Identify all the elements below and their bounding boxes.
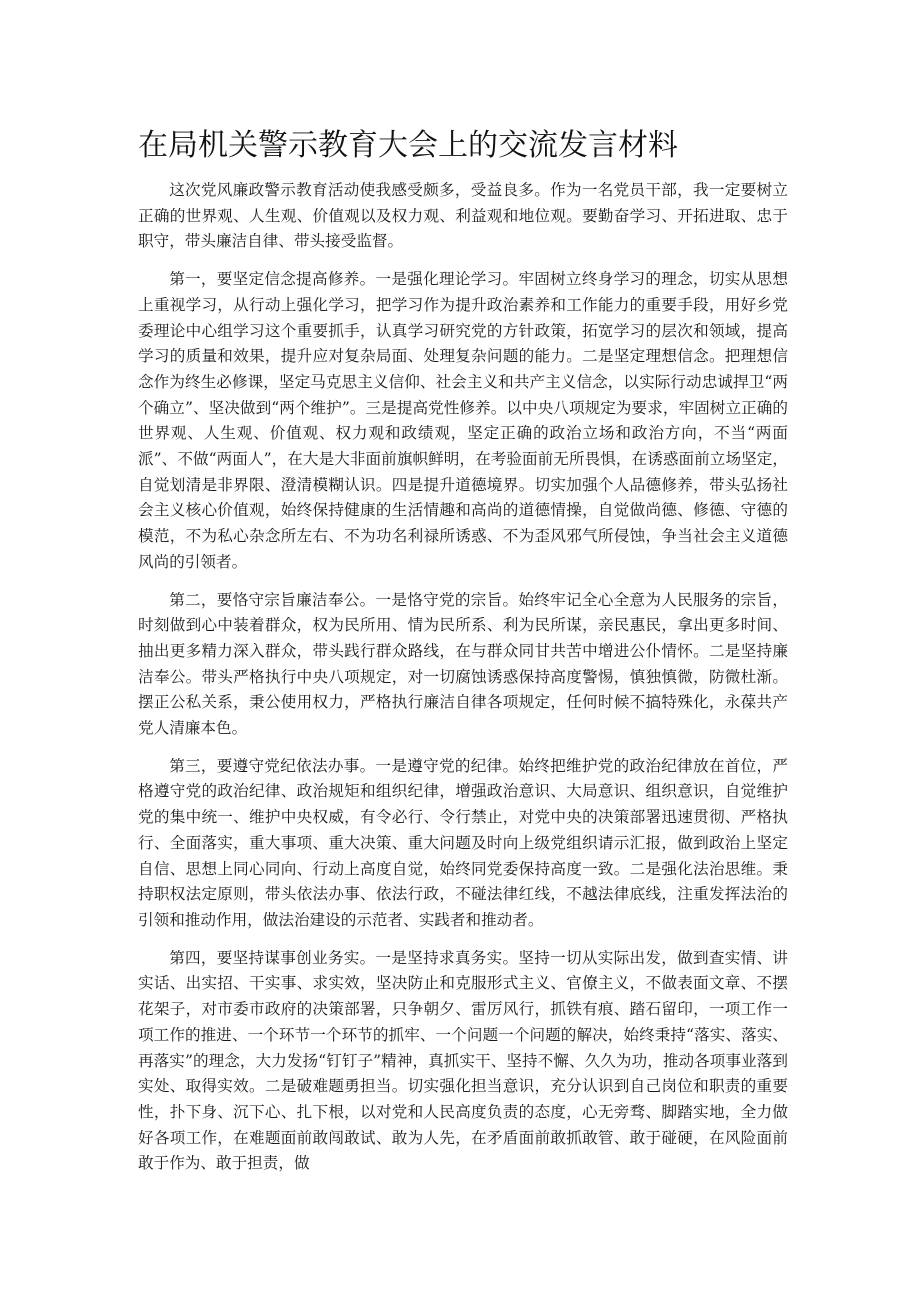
document-body [138,178,788,1177]
paragraph-fourth-point: 第四，要坚持谋事创业务实。一是坚持求真务实。坚持一切从实际出发，做到查实情、讲实话、出实招、干实事、求实效，坚决防止和克服形式主义、官僚主义，不做表面文章、不摆花架子，对市委市政府的决策部署，只争朝夕、雷厉风行，抓铁有痕、踏石留印，一项工作一项工作的推进、一个环节一个环节的抓牢、一个问题一个问题的解决，始终秉持“落实、落实、再落实”的理念，大力发扬“钉钉子”精神，真抓实干、坚持不懈、久久为功，推动各项事业落到实处、取得实效。二是破难题勇担当。切实强化担当意识，充分认识到自己岗位和职责的重要性，扑下身、沉下心、扎下根，以对党和人民高度负责的态度，心无旁骛、脚踏实地，全力做好各项工作，在难题面前敢闯敢试、敢为人先，在矛盾面前敢抓敢管、敢于碰硬，在风险面前敢于作为、敢于担责，做 [138,948,788,1173]
paragraph-third-point: 第三，要遵守党纪依法办事。一是遵守党的纪律。始终把维护党的政治纪律放在首位，严格遵守党的政治纪律、政治规矩和组织纪律，增强政治意识、大局意识、组织意识，自觉维护党的集中统一、维护中央权威，有令必行、令行禁止，对党中央的决策部署迅速贯彻、严格执行、全面落实，重大事项、重大决策、重大问题及时向上级党组织请示汇报，做到政治上坚定自信、思想上同心同向、行动上高度自觉，始终同党委保持高度一致。二是强化法治思维。秉持职权法定原则，带头依法办事、依法行政，不碰法律红线，不越法律底线，注重发挥法治的引领和推动作用，做法治建设的示范者、实践者和推动者。 [138,756,788,929]
paragraph-intro: 这次党风廉政警示教育活动使我感受颇多，受益良多。作为一名党员干部，我一定要树立正确的世界观、人生观、价值观以及权力观、利益观和地位观。要勤奋学习、开拓进取、忠于职守，带头廉洁自律、带头接受监督。 [138,181,788,251]
paragraph-first-point: 第一，要坚定信念提高修养。一是强化理论学习。牢固树立终身学习的理念，切实从思想上重视学习，从行动上强化学习，把学习作为提升政治素养和工作能力的重要手段，用好乡党委理论中心组学习这个重要抓手，认真学习研究党的方针政策，拓宽学习的层次和领域，提高学习的质量和效果，提升应对复杂局面、处理复杂问题的能力。二是坚定理想信念。把理想信念作为终生必修课，坚定马克思主义信仰、社会主义和共产主义信念，以实际行动忠诚捍卫“两个确立”、坚决做到“两个维护”。三是提高党性修养。以中央八项规定为要求，牢固树立正确的世界观、人生观、价值观、权力观和政绩观，坚定正确的政治立场和政治方向，不当“两面派”、不做“两面人”，在大是大非面前旗帜鲜明，在考验面前无所畏惧，在诱惑面前立场坚定，自觉划清是非界限、澄清模糊认识。四是提升道德境界。切实加强个人品德修养，带头弘扬社会主义核心价值观，始终保持健康的生活情趣和高尚的道德情操，自觉做尚德、修德、守德的模范，不为私心杂念所左右、不为功名利禄所诱惑、不为歪风邪气所侵蚀，争当社会主义道德风尚的引领者。 [138,270,788,571]
document-title: 在局机关警示教育大会上的交流发言材料 [138,128,678,163]
paragraph-second-point: 第二，要恪守宗旨廉洁奉公。一是恪守党的宗旨。始终牢记全心全意为人民服务的宗旨，时刻做到心中装着群众，权为民所用、情为民所系、利为民所谋，亲民惠民，拿出更多时间、抽出更多精力深入群众，带头践行群众路线，在与群众同甘共苦中增进公仆情怀。二是坚持廉洁奉公。带头严格执行中央八项规定，对一切腐蚀诱惑保持高度警惕，慎独慎微，防微杜渐。摆正公私关系，秉公使用权力，严格执行廉洁自律各项规定，任何时候不搞特殊化，永葆共产党人清廉本色。 [138,590,788,738]
